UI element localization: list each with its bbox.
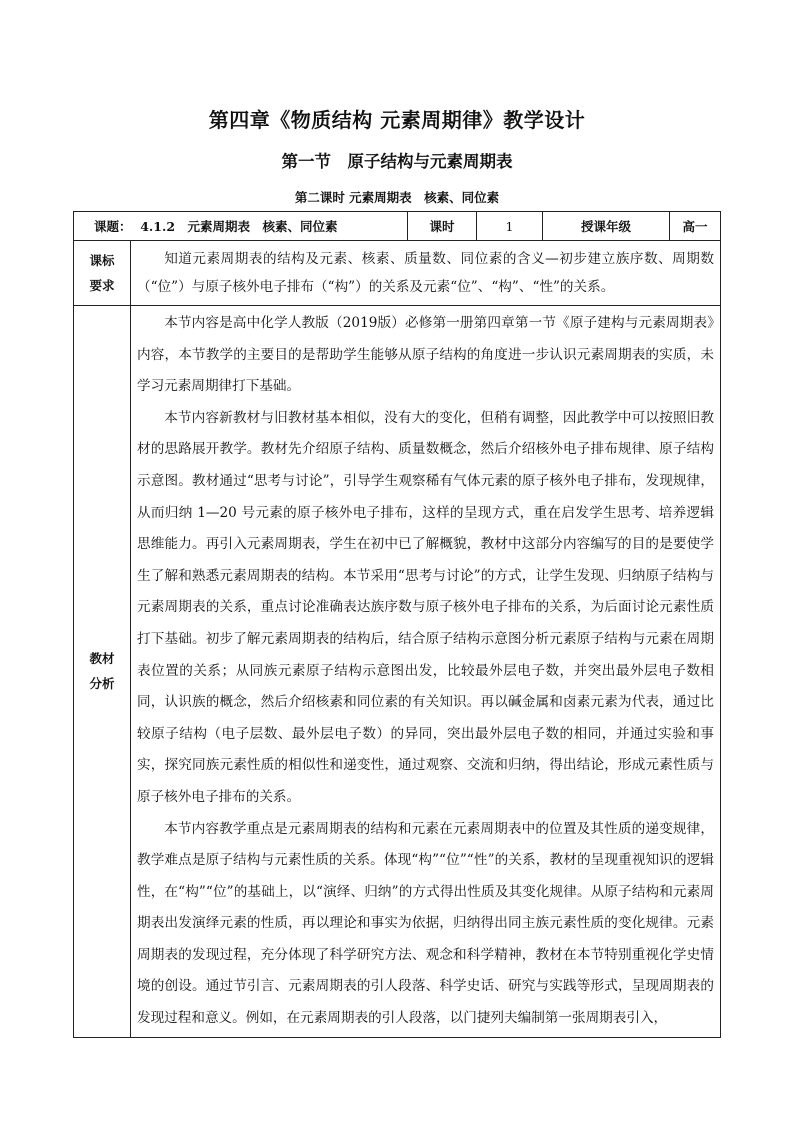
lesson-title: 第二课时 元素周期表 核素、同位素	[294, 190, 500, 205]
analysis-label-line2: 分析	[89, 676, 115, 692]
analysis-paragraph: 本节内容是高中化学人教版（2019版）必修第一册第四章第一节《原子建构与元素周期表》内容，本节教学的主要目的是帮助学生能够从原子结构的角度进一步认识元素周期表的实质，未学习元素周期律打下基础。	[137, 315, 714, 395]
chapter-title: 第四章《物质结构 元素周期律》教学设计	[208, 108, 586, 132]
analysis-row	[74, 306, 721, 1038]
header-row	[74, 212, 721, 241]
topic-cell	[74, 212, 408, 241]
analysis-label	[74, 306, 131, 1038]
requirement-row	[74, 241, 721, 306]
topic-label: 课题：	[94, 219, 132, 234]
requirement-label-line1: 课标	[89, 253, 115, 268]
hours-label: 课时	[408, 212, 477, 241]
requirement-label-line2: 要求	[89, 278, 115, 293]
analysis-paragraph: 本节内容新教材与旧教材基本相似，没有大的变化，但稍有调整，因此教学中可以按照旧教材的思路展开教学。教材先介绍原子结构、质量数概念，然后介绍核外电子排布规律、原子结构示意图。教材通过“思考与讨论”，引导学生观察稀有气体元素的原子核外电子排布，发现规律，从而归纳 1—20 号元素的原子核外电子排布，这样的呈现方式，重在启发学生思考、培养逻辑思维能力。再引入元素周期表，学生在初中已了解概貌，教材中这部分内容编写的目的是要使学生了解和熟悉元素周期表的结构。本节采用“思考与讨论”的方式，让学生发现、归纳原子结构与元素周期表的关系，重点讨论准确表达族序数与原子核外电子排布的关系，为后面讨论元素性质打下基础。初步了解元素周期表的结构后，结合原子结构示意图分析元素原子结构与元素在周期表位置的关系；从同族元素原子结构示意图出发，比较最外层电子数，并突出最外层电子数相同，认识族的概念，然后介绍核素和同位素的有关知识。再以碱金属和卤素元素为代表，通过比较原子结构（电子层数、最外层电子数）的异同，突出最外层电子数的相同，并通过实验和事实，探究同族元素性质的相似性和递变性，通过观察、交流和归纳，得出结论，形成元素性质与原子核外电子排布的关系。	[137, 409, 714, 805]
requirement-label	[74, 241, 131, 306]
analysis-text-cell	[131, 306, 721, 1038]
lesson-plan-table	[73, 211, 721, 1038]
analysis-paragraph: 本节内容教学重点是元素周期表的结构和元素在元素周期表中的位置及其性质的递变规律，教学难点是原子结构与元素性质的关系。体现“构”“位”“性”的关系，教材的呈现重视知识的逻辑性，在“构”“位”的基础上，以“演绎、归纳”的方式得出性质及其变化规律。从原子结构和元素周期表出发演绎元素的性质，再以理论和事实为依据，归纳得出同主族元素性质的变化规律。元素周期表的发现过程，充分体现了科学研究方法、观念和科学精神，教材在本节特别重视化学史情境的创设。通过节引言、元素周期表的引人段落、科学史话、研究与实践等形式，呈现周期表的发现过程和意义。例如，在元素周期表的引人段落，以门捷列夫编制第一张周期表引入，	[137, 820, 714, 1027]
requirement-text: 知道元素周期表的结构及元素、核素、质量数、同位素的含义—初步建立族序数、周期数（“位”）与原子核外电子排布（“构”）的关系及元素“位”、“构”、“性”的关系。	[137, 251, 714, 295]
analysis-label-line1: 教材	[89, 651, 115, 667]
section-title: 第一节 原子结构与元素周期表	[281, 152, 513, 171]
hours-value: 1	[477, 212, 543, 241]
grade-value: 高一	[670, 212, 721, 241]
topic-value: 4.1.2 元素周期表 核素、同位素	[140, 219, 338, 234]
requirement-text-cell	[131, 241, 721, 306]
grade-label: 授课年级	[543, 212, 670, 241]
